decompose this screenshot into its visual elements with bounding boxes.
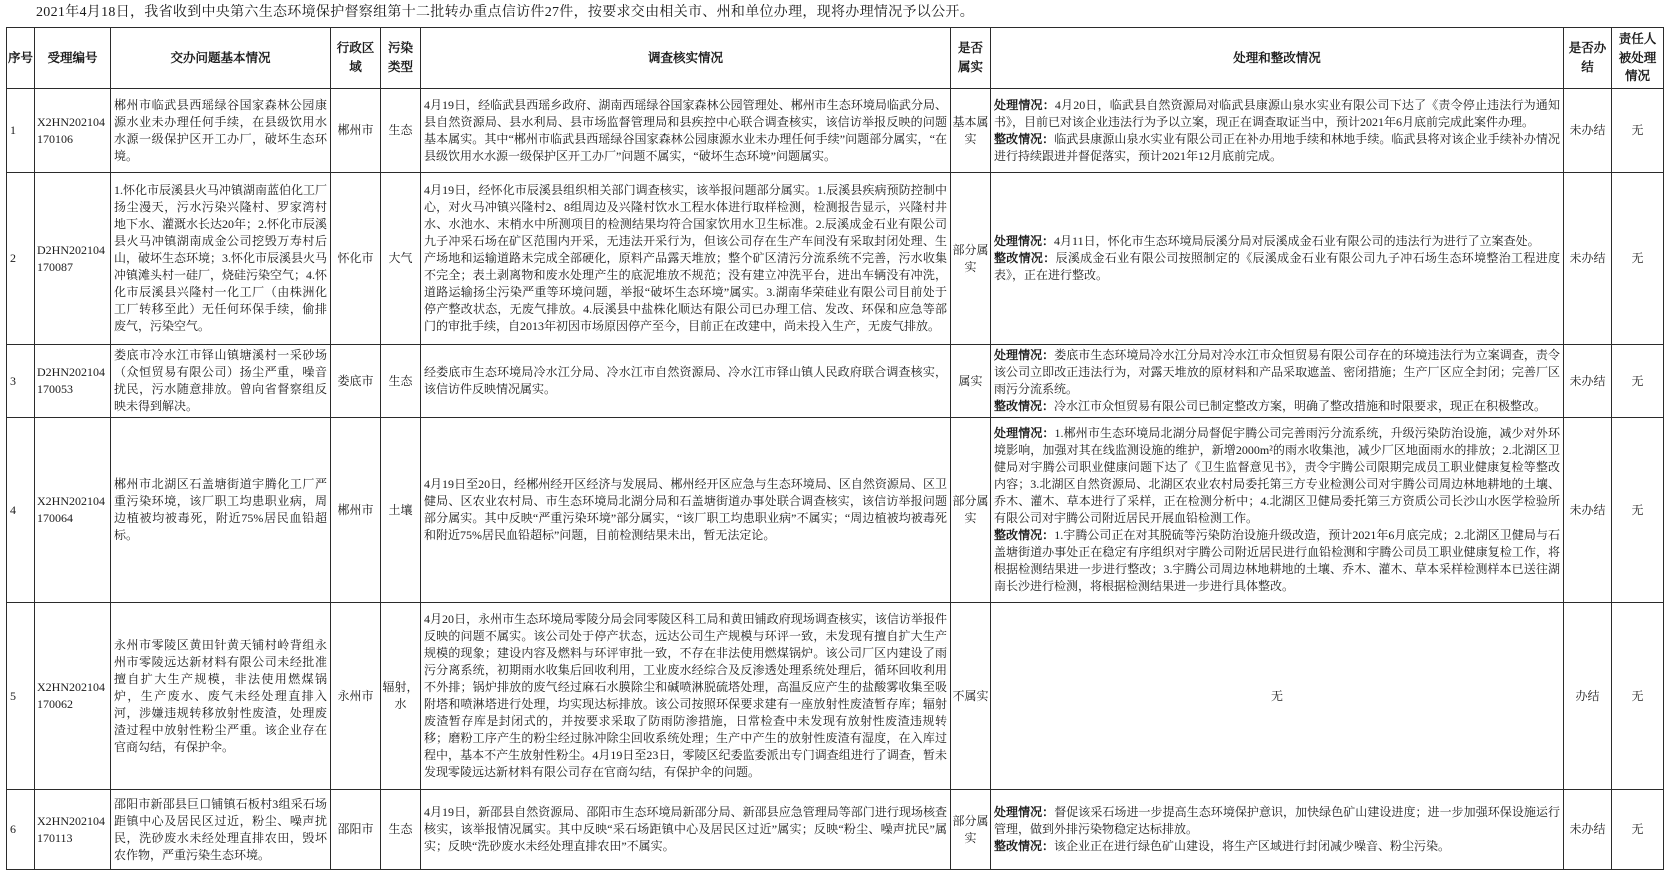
- pollution-type-cell: 生态: [381, 790, 421, 870]
- document-page: [0, 4, 1669, 870]
- handling-text: 1.郴州市生态环境局北湖分局督促宇腾公司完善雨污分流系统，升级污染防治设施，减少对外环境影响，加强对其在线监测设施的维护，新增2000m²的雨水收集池，减少厂区地面雨水的排放；2.北湖区卫健局对宇腾公司职业健康问题下达了《卫生监督意见书》，责令宇腾公司限期完成员工职业健康复检等整改内容；3.北湖区自然资源局、北湖区农业农村局委托第三方专业检测公司对宇腾公司周边林地耕地的土壤、乔木、灌木、草本进行了采样，正在检测分析中；4.北湖区卫健局委托第三方资质公司长沙山水医学检验所有限公司对宇腾公司附近居民开展血铅检测工作。: [994, 426, 1560, 526]
- pollution-type-cell: 生态: [381, 345, 421, 418]
- case-no-cell: D2HN202104170087: [35, 173, 111, 345]
- intro-text: 2021年4月18日，我省收到中央第六生态环境保护督察组第十二批转办重点信访件27件，按要求交由相关市、州和单位办理，现将办理情况予以公开。: [36, 5, 974, 20]
- pollution-type-cell: 土壤: [381, 418, 421, 603]
- problem-cell: 永州市零陵区黄田针黄天铺村岭背组永州市零陵远达新材料有限公司未经批准擅自扩大生产规模，非法使用燃煤锅炉，生产废水、废气未经处理直排入河，涉嫌违规转移放射性废渣，处理废渣过程中放射性粉尘严重。该企业存在官商勾结，有保护伞。: [111, 603, 331, 790]
- rectification-label: 整改情况：: [994, 251, 1056, 266]
- investigation-cell: 4月19日，经临武县西瑶乡政府、湖南西瑶绿谷国家森林公园管理处、郴州市生态环境局临武分局、县自然资源局、县水利局、县市场监督管理局和县疾控中心联合调查核实，该信访举报反映的问题基本属实。其中“郴州市临武县西瑶绿谷国家森林公园康源水业未办理任何手续”问题部分属实，“在县级饮用水水源一级保护区开工办厂”问题不属实，“破坏生态环境”问题属实。: [421, 89, 951, 173]
- table-row: [7, 603, 1664, 790]
- handling-label: 处理情况：: [994, 805, 1055, 820]
- seq-cell: 4: [7, 418, 35, 603]
- col-header-handling: 处理和整改情况: [991, 27, 1564, 88]
- problem-cell: 郴州市临武县西瑶绿谷国家森林公园康源水业未办理任何手续，在县级饮用水水源一级保护区开工办厂，破坏生态环境。: [111, 89, 331, 173]
- responsible-cell: 无: [1612, 418, 1664, 603]
- problem-cell: 娄底市冷水江市铎山镇塘溪村一采砂场（众恒贸易有限公司）扬尘严重，噪音扰民，污水随意排放。曾向省督察组反映未得到解决。: [111, 345, 331, 418]
- handling-text: 无: [1270, 688, 1283, 703]
- region-cell: 娄底市: [331, 345, 381, 418]
- handling-cell: [991, 418, 1564, 603]
- header-row: [7, 27, 1664, 88]
- rectification-text: 临武县康源山泉水实业有限公司正在补办用地手续和林地手续。临武县将对该企业手续补办情况进行持续跟进并督促落实，预计2021年12月底前完成。: [994, 131, 1560, 163]
- pollution-type-cell: 生态: [381, 89, 421, 173]
- verified-cell: 部分属实: [951, 173, 991, 345]
- verified-cell: 属实: [951, 345, 991, 418]
- handling-text: 督促该采石场进一步提高生态环境保护意识，加快绿色矿山建设进度；进一步加强环保设施运行管理，做到外排污染物稳定达标排放。: [994, 805, 1560, 837]
- region-cell: 永州市: [331, 603, 381, 790]
- col-header-responsible: 责任人被处理情况: [1612, 27, 1664, 88]
- region-cell: 怀化市: [331, 173, 381, 345]
- handling-label: 处理情况：: [994, 348, 1055, 363]
- handling-text: 4月20日，临武县自然资源局对临武县康源山泉水实业有限公司下达了《责令停止违法行为通知书》，目前已对该企业违法行为予以立案，现正在调查取证当中，预计2021年6月底前完成此案件办理。: [994, 97, 1560, 129]
- seq-cell: 5: [7, 603, 35, 790]
- handling-label: 处理情况：: [994, 426, 1055, 441]
- closed-cell: 未办结: [1564, 790, 1612, 870]
- seq-cell: 3: [7, 345, 35, 418]
- closed-cell: 未办结: [1564, 173, 1612, 345]
- handling-cell: [991, 173, 1564, 345]
- col-header-closed: 是否办结: [1564, 27, 1612, 88]
- verified-cell: 基本属实: [951, 89, 991, 173]
- complaints-table: [6, 27, 1664, 870]
- investigation-cell: 4月19日，新邵县自然资源局、邵阳市生态环境局新邵分局、新邵县应急管理局等部门进行现场核查核实，该举报情况属实。其中反映“采石场距镇中心及居民区过近”属实；反映“粉尘、噪声扰民”属实；反映“洗砂废水未经处理直排农田”不属实。: [421, 790, 951, 870]
- verified-cell: 部分属实: [951, 418, 991, 603]
- table-row: [7, 345, 1664, 418]
- rectification-text: 辰溪成金石业有限公司按照制定的《辰溪成金石业有限公司九子冲石场生态环境整治工程进度表》，正在进行整改。: [994, 251, 1560, 283]
- closed-cell: 办结: [1564, 603, 1612, 790]
- seq-cell: 1: [7, 89, 35, 173]
- problem-cell: 1.怀化市辰溪县火马冲镇湖南蓝伯化工厂扬尘漫天，污水污染兴隆村、罗家湾村地下水、灌溉水长达20年；2.怀化市辰溪县火马冲镇湖南成金公司挖毁万寿村后山，破坏生态环境；3.怀化市辰溪县火马冲镇滩头村一硅厂，烧硅污染空气；4.怀化市辰溪县兴隆村一化工厂（由株洲化工厂转移至此）无任何环保手续，偷排废气，污染空气。: [111, 173, 331, 345]
- rectification-text: 该企业正在进行绿色矿山建设，将生产区域进行封闭减少噪音、粉尘污染。: [1054, 839, 1451, 854]
- col-header-pollution-type: 污染类型: [381, 27, 421, 88]
- investigation-cell: 经娄底市生态环境局冷水江分局、冷水江市自然资源局、冷水江市铎山镇人民政府联合调查核实，该信访件反映情况属实。: [421, 345, 951, 418]
- pollution-type-cell: 大气: [381, 173, 421, 345]
- investigation-cell: 4月20日，永州市生态环境局零陵分局会同零陵区科工局和黄田铺政府现场调查核实，该信访举报件反映的问题不属实。该公司处于停产状态，远达公司生产规模与环评一致，未发现有擅自扩大生产规模的现象；建设内容及燃料与环评审批一致，不存在非法使用燃煤锅炉。该公司厂区内建设了雨污分离系统，初期雨水收集后回收利用，工业废水经综合及反渗透处理系统处理后，循环回收利用不外排；锅炉排放的废气经过麻石水膜除尘和碱喷淋脱硫塔处理，高温反应产生的盐酸雾收集至吸附塔和喷淋塔进行处理，均实现达标排放。该公司按照环保要求建有一座放射性废渣暂存库；辐射废渣暂存库是封闭式的，并按要求采取了防雨防渗措施，日常检查中未发现有放射性废渣违规转移；磨粉工序产生的粉尘经过脉冲除尘回收系统处理；生产中产生的放射性废渣有湿度，在入库过程中，基本不产生放射性粉尘。4月19日至23日，零陵区纪委监委派出专门调查组进行了调查，暂未发现零陵远达新材料有限公司存在官商勾结，有保护伞的问题。: [421, 603, 951, 790]
- rectification-text: 1.宇腾公司正在对其脱硫等污染防治设施升级改造，预计2021年6月底完成；2.北湖区卫健局与石盖塘街道办事处正在稳定有序组织对宇腾公司附近居民进行血铅检测和宇腾公司员工职业健康复检工作，将根据检测结果进一步进行整改；3.宇腾公司周边林地耕地的土壤、乔木、灌木、草本采样检测样本已送往湖南长沙进行检测，将根据检测结果进一步进行具体整改。: [994, 528, 1560, 594]
- handling-cell: [991, 89, 1564, 173]
- case-no-cell: X2HN202104170062: [35, 603, 111, 790]
- pollution-type-cell: 辐射，水: [381, 603, 421, 790]
- responsible-cell: 无: [1612, 603, 1664, 790]
- case-no-cell: X2HN202104170113: [35, 790, 111, 870]
- table-row: [7, 790, 1664, 870]
- table-row: [7, 418, 1664, 603]
- table-row: [7, 89, 1664, 173]
- responsible-cell: 无: [1612, 345, 1664, 418]
- rectification-label: 整改情况：: [994, 839, 1055, 854]
- col-header-investigation: 调查核实情况: [421, 27, 951, 88]
- closed-cell: 未办结: [1564, 418, 1612, 603]
- problem-cell: 邵阳市新邵县巨口铺镇石板村3组采石场距镇中心及居民区过近，粉尘、噪声扰民，洗砂废水未经处理直排农田，毁坏农作物，严重污染生态环境。: [111, 790, 331, 870]
- region-cell: 邵阳市: [331, 790, 381, 870]
- case-no-cell: X2HN202104170106: [35, 89, 111, 173]
- seq-cell: 6: [7, 790, 35, 870]
- rectification-label: 整改情况：: [994, 528, 1055, 543]
- col-header-verified: 是否属实: [951, 27, 991, 88]
- verified-cell: 部分属实: [951, 790, 991, 870]
- seq-cell: 2: [7, 173, 35, 345]
- rectification-text: 冷水江市众恒贸易有限公司已制定整改方案，明确了整改措施和时限要求，现正在积极整改。: [1054, 399, 1547, 414]
- closed-cell: 未办结: [1564, 89, 1612, 173]
- col-header-problem: 交办问题基本情况: [111, 27, 331, 88]
- region-cell: 郴州市: [331, 89, 381, 173]
- handling-label: 处理情况：: [994, 234, 1055, 249]
- handling-cell: [991, 345, 1564, 418]
- table-row: [7, 173, 1664, 345]
- verified-cell: 不属实: [951, 603, 991, 790]
- responsible-cell: 无: [1612, 173, 1664, 345]
- handling-cell: [991, 790, 1564, 870]
- responsible-cell: 无: [1612, 89, 1664, 173]
- responsible-cell: 无: [1612, 790, 1664, 870]
- handling-label: 处理情况：: [994, 97, 1055, 112]
- case-no-cell: X2HN202104170064: [35, 418, 111, 603]
- col-header-region: 行政区域: [331, 27, 381, 88]
- region-cell: 郴州市: [331, 418, 381, 603]
- investigation-cell: 4月19日，经怀化市辰溪县组织相关部门调查核实，该举报问题部分属实。1.辰溪县疾病预防控制中心，对火马冲镇兴隆村2、8组周边及兴隆村饮水工程水体进行取样检测，检测报告显示，兴隆村井水、水池水、末梢水中所测项目的检测结果均符合国家饮用水卫生标准。2.辰溪成金石业有限公司九子冲采石场在矿区范围内开采，无违法开采行为，但该公司存在生产车间没有采取封闭处理、生产场地和运输道路未完成全部硬化，原料产品露天堆放；整个矿区清污分流系统不完善，污水收集不完全；表土剥离物和废水处理产生的底泥堆放不规范；没有建立冲洗平台，进出车辆没有冲洗，道路运输扬尘污染严重等环境问题，举报“破坏生态环境”属实。3.湖南华荣硅业有限公司目前处于停产整改状态，无废气排放。4.辰溪县中盐株化顺达有限公司已办理工信、发改、环保和应急等部门的审批手续，自2013年初因市场原因停产至今，目前正在改建中，尚未投入生产，无废气排放。: [421, 173, 951, 345]
- case-no-cell: D2HN202104170053: [35, 345, 111, 418]
- handling-text: 4月11日，怀化市生态环境局辰溪分局对辰溪成金石业有限公司的违法行为进行了立案查处。: [1054, 234, 1540, 249]
- investigation-cell: 4月19日至20日，经郴州经开区经济与发展局、郴州经开区应急与生态环境局、区自然资源局、区卫健局、区农业农村局、市生态环境局北湖分局和石盖塘街道办事处联合调查核实，该信访举报问题部分属实。其中反映“严重污染环境”部分属实，“该厂职工均患职业病”不属实；“周边植被均被毒死和附近75%居民血铅超标”问题，目前检测结果未出，暂无法定论。: [421, 418, 951, 603]
- handling-text: 娄底市生态环境局冷水江分局对冷水江市众恒贸易有限公司存在的环境违法行为立案调查，责令该公司立即改正违法行为，对露天堆放的原材料和产品采取遮盖、密闭措施；生产厂区应全封闭；完善厂区雨污分流系统。: [994, 348, 1560, 397]
- col-header-case-no: 受理编号: [35, 27, 111, 88]
- problem-cell: 郴州市北湖区石盖塘街道宇腾化工厂严重污染环境，该厂职工均患职业病，周边植被均被毒死，附近75%居民血铅超标。: [111, 418, 331, 603]
- closed-cell: 未办结: [1564, 345, 1612, 418]
- col-header-seq: 序号: [7, 27, 35, 88]
- handling-cell: [991, 603, 1564, 790]
- rectification-label: 整改情况：: [994, 399, 1055, 414]
- rectification-label: 整改情况：: [994, 131, 1055, 146]
